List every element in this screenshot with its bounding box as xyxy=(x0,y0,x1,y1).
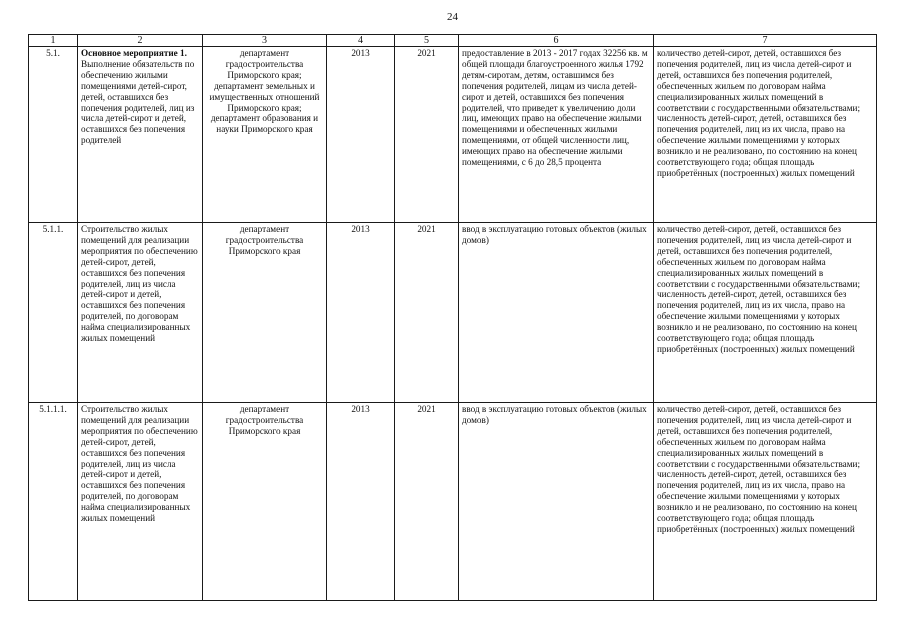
expected-result: предоставление в 2013 - 2017 годах 32256 кв. м общей площади благоустроенного жилья 1792 детям-сиротам, детям, оставшимся без попечения родителей, лицам из числа детей-сирот и детей, оставшихся без попечения родителей, что приведет к увеличению доли лиц, имеющих право на обеспечение жилыми помещениями и обеспеченных жилыми помещениями, от общей численности лиц, имеющих право на обеспечение жилыми помещениями, с 6 до 28,5 процента xyxy=(459,47,654,223)
end-year: 2021 xyxy=(395,403,459,601)
column-header: 1 xyxy=(29,35,78,47)
page-number: 24 xyxy=(447,11,458,23)
measure-name-bold: Основное мероприятие 1. xyxy=(81,48,187,58)
measure-name-text: Выполнение обязательств по обеспечению жилыми помещениями детей-сирот, детей, оставшихся без попечения родителей, лиц из числа детей-сирот и детей, оставшихся без попечения родителей xyxy=(81,58,195,146)
indicators: количество детей-сирот, детей, оставшихся без попечения родителей, лиц из числа детей-сирот и детей, оставшихся без попечения родителей, обеспеченных жильем по договорам найма специализированных жилых помещений в соответствии с государственными обязательствами; численность детей-сирот, детей, оставшихся без попечения родителей, лиц из их числа, право на обеспечение жилыми помещениями у которых возникло и не реализовано, по состоянию на конец соответствующего года; общая площадь приобретённых (построенных) жилых помещений xyxy=(654,223,877,403)
table-row xyxy=(29,223,877,403)
end-year: 2021 xyxy=(395,47,459,223)
indicators: количество детей-сирот, детей, оставшихся без попечения родителей, лиц из числа детей-сирот и детей, оставшихся без попечения родителей, обеспеченных жильем по договорам найма специализированных жилых помещений в соответствии с государственными обязательствами; численность детей-сирот, детей, оставшихся без попечения родителей, лиц из их числа, право на обеспечение жилыми помещениями у которых возникло и не реализовано, по состоянию на конец соответствующего года; общая площадь приобретённых (построенных) жилых помещений xyxy=(654,47,877,223)
column-number-row xyxy=(29,35,877,47)
start-year: 2013 xyxy=(327,47,395,223)
table-row xyxy=(29,403,877,601)
column-header: 2 xyxy=(78,35,203,47)
measure-name-text: Строительство жилых помещений для реализации мероприятия по обеспечению детей-сирот, детей, оставшихся без попечения родителей, лиц из числа детей-сирот и детей, оставшихся без попечения родителей, по договорам найма специализированных жилых помещений xyxy=(81,404,198,524)
executor: департамент градостроительства Приморского края; департамент земельных и имущественных отношений Приморского края; департамент образования и науки Приморского края xyxy=(203,47,327,223)
executor: департамент градостроительства Приморского края xyxy=(203,403,327,601)
table-row xyxy=(29,47,877,223)
measure-name xyxy=(78,223,203,403)
measure-name xyxy=(78,47,203,223)
column-header: 6 xyxy=(459,35,654,47)
expected-result: ввод в эксплуатацию готовых объектов (жилых домов) xyxy=(459,223,654,403)
column-header: 5 xyxy=(395,35,459,47)
column-header: 4 xyxy=(327,35,395,47)
column-header: 7 xyxy=(654,35,877,47)
executor: департамент градостроительства Приморского края xyxy=(203,223,327,403)
expected-result: ввод в эксплуатацию готовых объектов (жилых домов) xyxy=(459,403,654,601)
start-year: 2013 xyxy=(327,403,395,601)
row-number: 5.1.1. xyxy=(29,223,78,403)
row-number: 5.1. xyxy=(29,47,78,223)
measure-name xyxy=(78,403,203,601)
measure-name-text: Строительство жилых помещений для реализации мероприятия по обеспечению детей-сирот, детей, оставшихся без попечения родителей, лиц из числа детей-сирот и детей, оставшихся без попечения родителей, по договорам найма специализированных жилых помещений xyxy=(81,224,198,344)
indicators: количество детей-сирот, детей, оставшихся без попечения родителей, лиц из числа детей-сирот и детей, оставшихся без попечения родителей, обеспеченных жильем по договорам найма специализированных жилых помещений в соответствии с государственными обязательствами; численность детей-сирот, детей, оставшихся без попечения родителей, лиц из их числа, право на обеспечение жилыми помещениями у которых возникло и не реализовано, по состоянию на конец соответствующего года; общая площадь приобретённых (построенных) жилых помещений xyxy=(654,403,877,601)
column-header: 3 xyxy=(203,35,327,47)
start-year: 2013 xyxy=(327,223,395,403)
end-year: 2021 xyxy=(395,223,459,403)
row-number: 5.1.1.1. xyxy=(29,403,78,601)
measures-table xyxy=(28,34,877,601)
